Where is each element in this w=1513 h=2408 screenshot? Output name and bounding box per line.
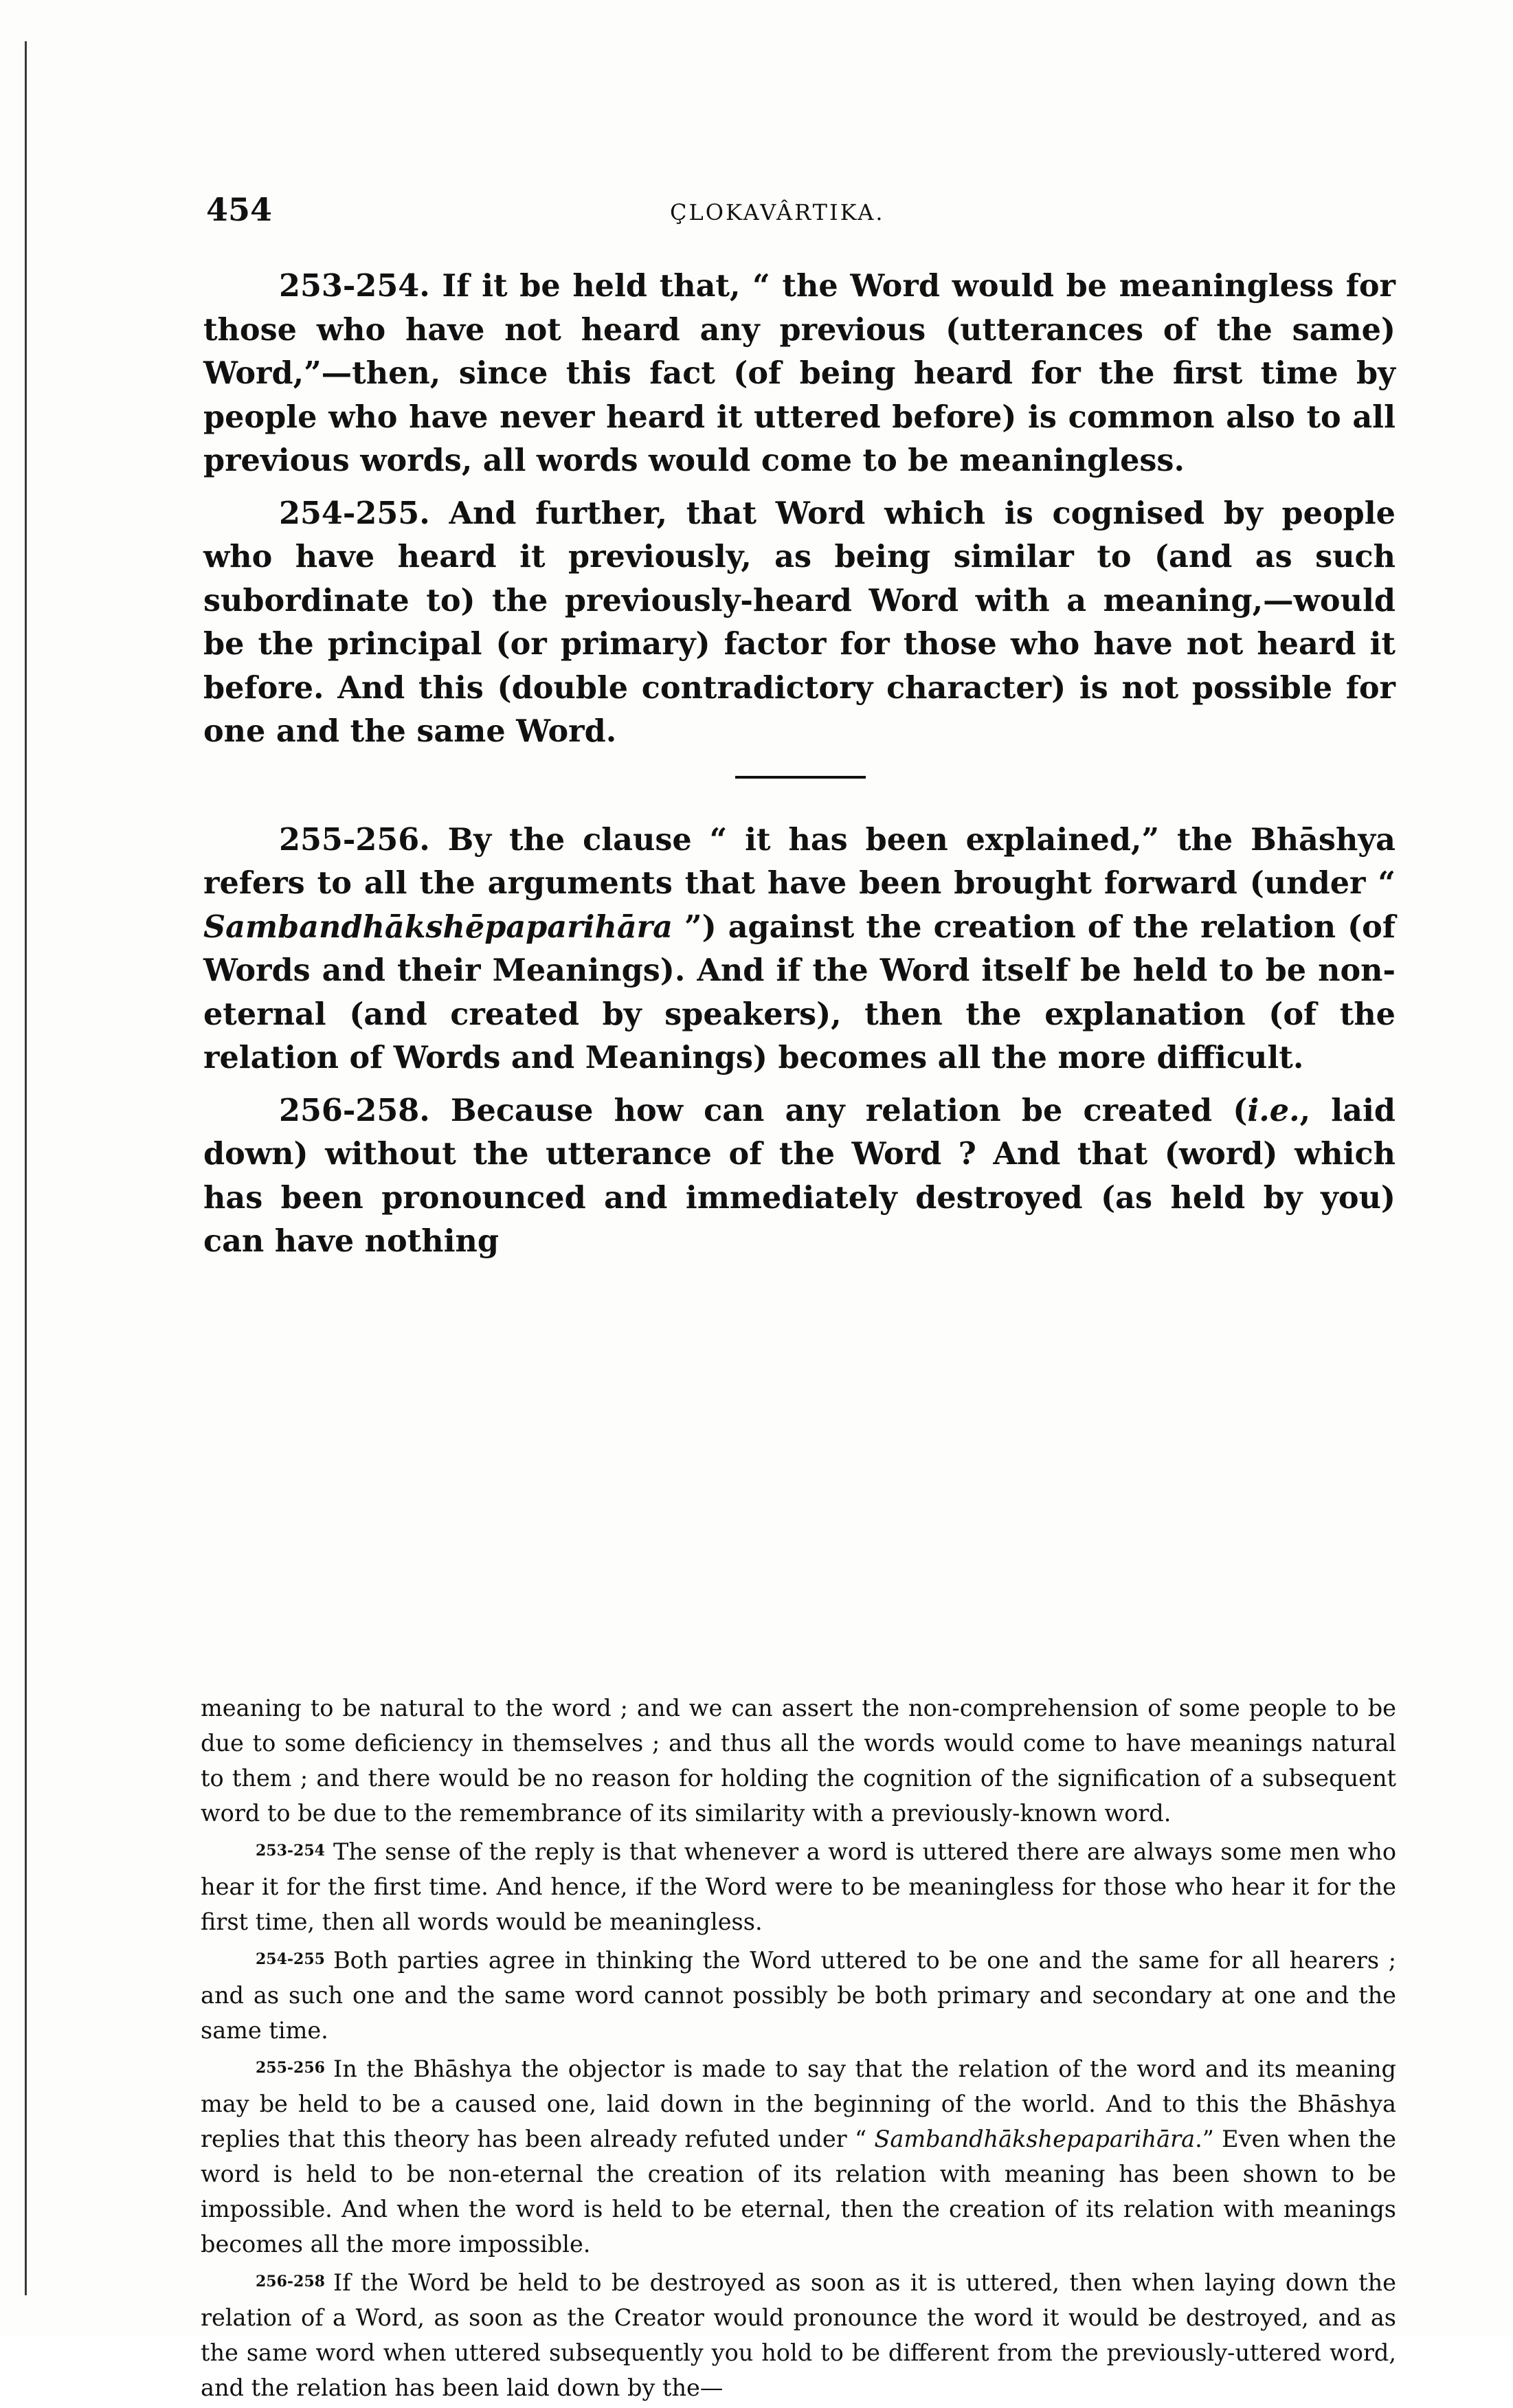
footnote-text: Both parties agree in thinking the Word uttered to be one and the same for all hearers ; and as such one and the same word cannot possibly be both primary and secondary at one and the same time. <box>201 1947 1396 2044</box>
page-number: 454 <box>206 191 273 228</box>
paragraph-253-254 <box>203 265 1396 483</box>
paragraph-text: Because how can any relation be created ( <box>429 1092 1248 1128</box>
paragraph-255-256 <box>203 818 1396 1080</box>
footnote-text: If the Word be held to be destroyed as soon as it is uttered, then when laying down the relation of a Word, as soon as the Creator would pronounce the word it would be destroyed, and as the same word when uttered subsequently you hold to be different from the previously-uttered word, and the relation has been laid down by the— <box>201 2269 1396 2401</box>
italic-term: Sambandhākshepaparihāra <box>874 2126 1196 2152</box>
verse-number: 256-258. <box>279 1092 430 1128</box>
footnote-255-256 <box>201 2051 1396 2262</box>
paragraph-text: And further, that Word which is cognised by people who have heard it previously, as being similar to (and as such subordinate to) the previously-heard Word with a meaning,—would be the principal (or primary) factor for those who have not heard it before. And this (double contradictory character) is not possible for one and the same Word. <box>203 495 1396 749</box>
paragraph-text: If it be held that, “ the Word would be meaningless for those who have not heard any previous (utterances of the same) Word,”—then, since this fact (of being heard for the first time by people who have never heard it uttered before) is common also to all previous words, all words would come to be meaningless. <box>203 268 1396 478</box>
running-title: ÇLOKAVÂRTIKA. <box>670 199 885 225</box>
main-text <box>203 265 1396 1273</box>
verse-number: 254-255. <box>279 495 430 531</box>
footnote-text: The sense of the reply is that whenever a word is uttered there are always some men who hear it for the first time. And hence, if the Word were to be meaningless for those who hear it for the first time, then all words would be meaningless. <box>201 1838 1396 1935</box>
footnote-text: In the Bhāshya the objector is made to say that the relation of the word and its meaning may be held to be a caused one, laid down in the beginning of the world. And to this the Bhāshya replies that this theory has been already refuted under “ <box>201 2055 1396 2152</box>
running-head <box>206 191 1395 239</box>
paragraph-text: By the clause “ it has been explained,” the Bhāshya refers to all the arguments that have been brought forward (under “ <box>203 821 1396 901</box>
footnote-ref: 254-255 <box>256 1950 325 1968</box>
paragraph-256-258 <box>203 1089 1396 1264</box>
footnote-ref: 256-258 <box>256 2273 325 2290</box>
footnote-254-255 <box>201 1942 1396 2048</box>
footnote-continuation: meaning to be natural to the word ; and we can assert the non-comprehension of some people to be due to some deficiency in themselves ; and thus all the words would come to have meanings natural to them ; and there would be no reason for holding the cognition of the signification of a subsequent word to be due to the remembrance of its similarity with a previously-known word. <box>201 1695 1396 1827</box>
footnote-text: .” Even when the word is held to be non-eternal the creation of its relation with meaning has been shown to be impossible. And when the word is held to be eternal, then the creation of its relation with meanings becomes all the more impossible. <box>201 2126 1396 2258</box>
paragraph-text: , laid down) without the utterance of the Word ? And that (word) which has been pronounced and immediately destroyed (as held by you) can have nothing <box>203 1092 1396 1259</box>
footnote-256-258 <box>201 2264 1396 2405</box>
footnote-ref: 255-256 <box>256 2059 325 2077</box>
italic-term: i.e. <box>1247 1092 1300 1128</box>
paragraph-254-255 <box>203 492 1396 754</box>
section-divider <box>735 776 866 779</box>
italic-term: Sambandhākshēpaparihāra <box>203 908 673 945</box>
verse-number: 255-256. <box>279 821 430 858</box>
footnote-ref: 253-254 <box>256 1842 325 1860</box>
verse-number: 253-254. <box>279 268 430 304</box>
footnotes <box>201 1691 1396 2408</box>
paragraph-text: ”) against the creation of the relation (of Words and their Meanings). And if the Word itself be held to be non-eternal (and created by speakers), then the explanation (of the relation of Words and Meanings) becomes all the more difficult. <box>203 908 1396 1075</box>
page-edge-rule <box>25 41 27 2295</box>
footnote-253-254 <box>201 1833 1396 1939</box>
